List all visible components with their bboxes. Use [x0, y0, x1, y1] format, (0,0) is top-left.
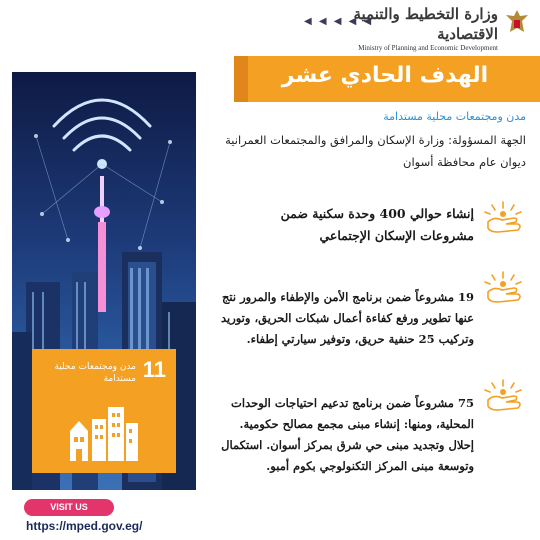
goal-subtitle: مدن ومجتمعات محلية مستدامة [383, 110, 526, 123]
responsible-entity: الجهة المسؤولة: وزارة الإسكان والمرافق والمجتمعات العمرانية [225, 133, 526, 147]
arrows-decoration: ◀ ◀ ◀ ◀ ◀ [304, 16, 374, 27]
sdg-number: 11 [142, 357, 166, 382]
city-buildings-icon [68, 401, 140, 463]
ministry-name-en: Ministry of Planning and Economic Development [358, 44, 498, 52]
ministry-logo [322, 4, 532, 52]
visit-us-button[interactable]: VISIT US [24, 499, 114, 516]
list-item: 19 مشروعاً ضمن برنامج الأمن والإطفاء والمرور نتج عنها تطوير ورفع كفاءة أعمال شبكات الحريق، وتوريد وتركيب 25 حنفية حريق، وتوفير سيارتي إطفاء. [220, 290, 474, 346]
responsible-entity-2: ديوان عام محافظة أسوان [403, 155, 526, 169]
sdg-label: مدن ومجتمعات محلية مستدامة [54, 362, 136, 384]
hand-light-icon [480, 378, 526, 414]
hand-light-icon [480, 200, 526, 236]
goal-title: الهدف الحادي عشر [281, 63, 489, 88]
header [0, 0, 540, 52]
website-link[interactable]: https://mped.gov.eg/ [26, 519, 143, 533]
eagle-emblem-icon [504, 8, 530, 38]
hand-light-icon [480, 270, 526, 306]
list-item: 75 مشروعاً ضمن برنامج تدعيم احتياجات الوحدات المحلية، ومنها: إنشاء مبنى مجمع مصالح حكومية. إحلال وتجديد مبنى حي شرق بمركز أسوان. استكمال وتوسعة مبنى المركز التكنولوجي بكوم أمبو. [221, 396, 474, 473]
title-banner-accent [234, 56, 248, 102]
list-item: إنشاء حوالي 400 وحدة سكنية ضمن مشروعات الإسكان الإجتماعي [280, 206, 474, 243]
sdg-11-badge [32, 349, 176, 473]
ministry-name-ar: وزارة التخطيط والتنمية الاقتصادية [353, 5, 498, 43]
